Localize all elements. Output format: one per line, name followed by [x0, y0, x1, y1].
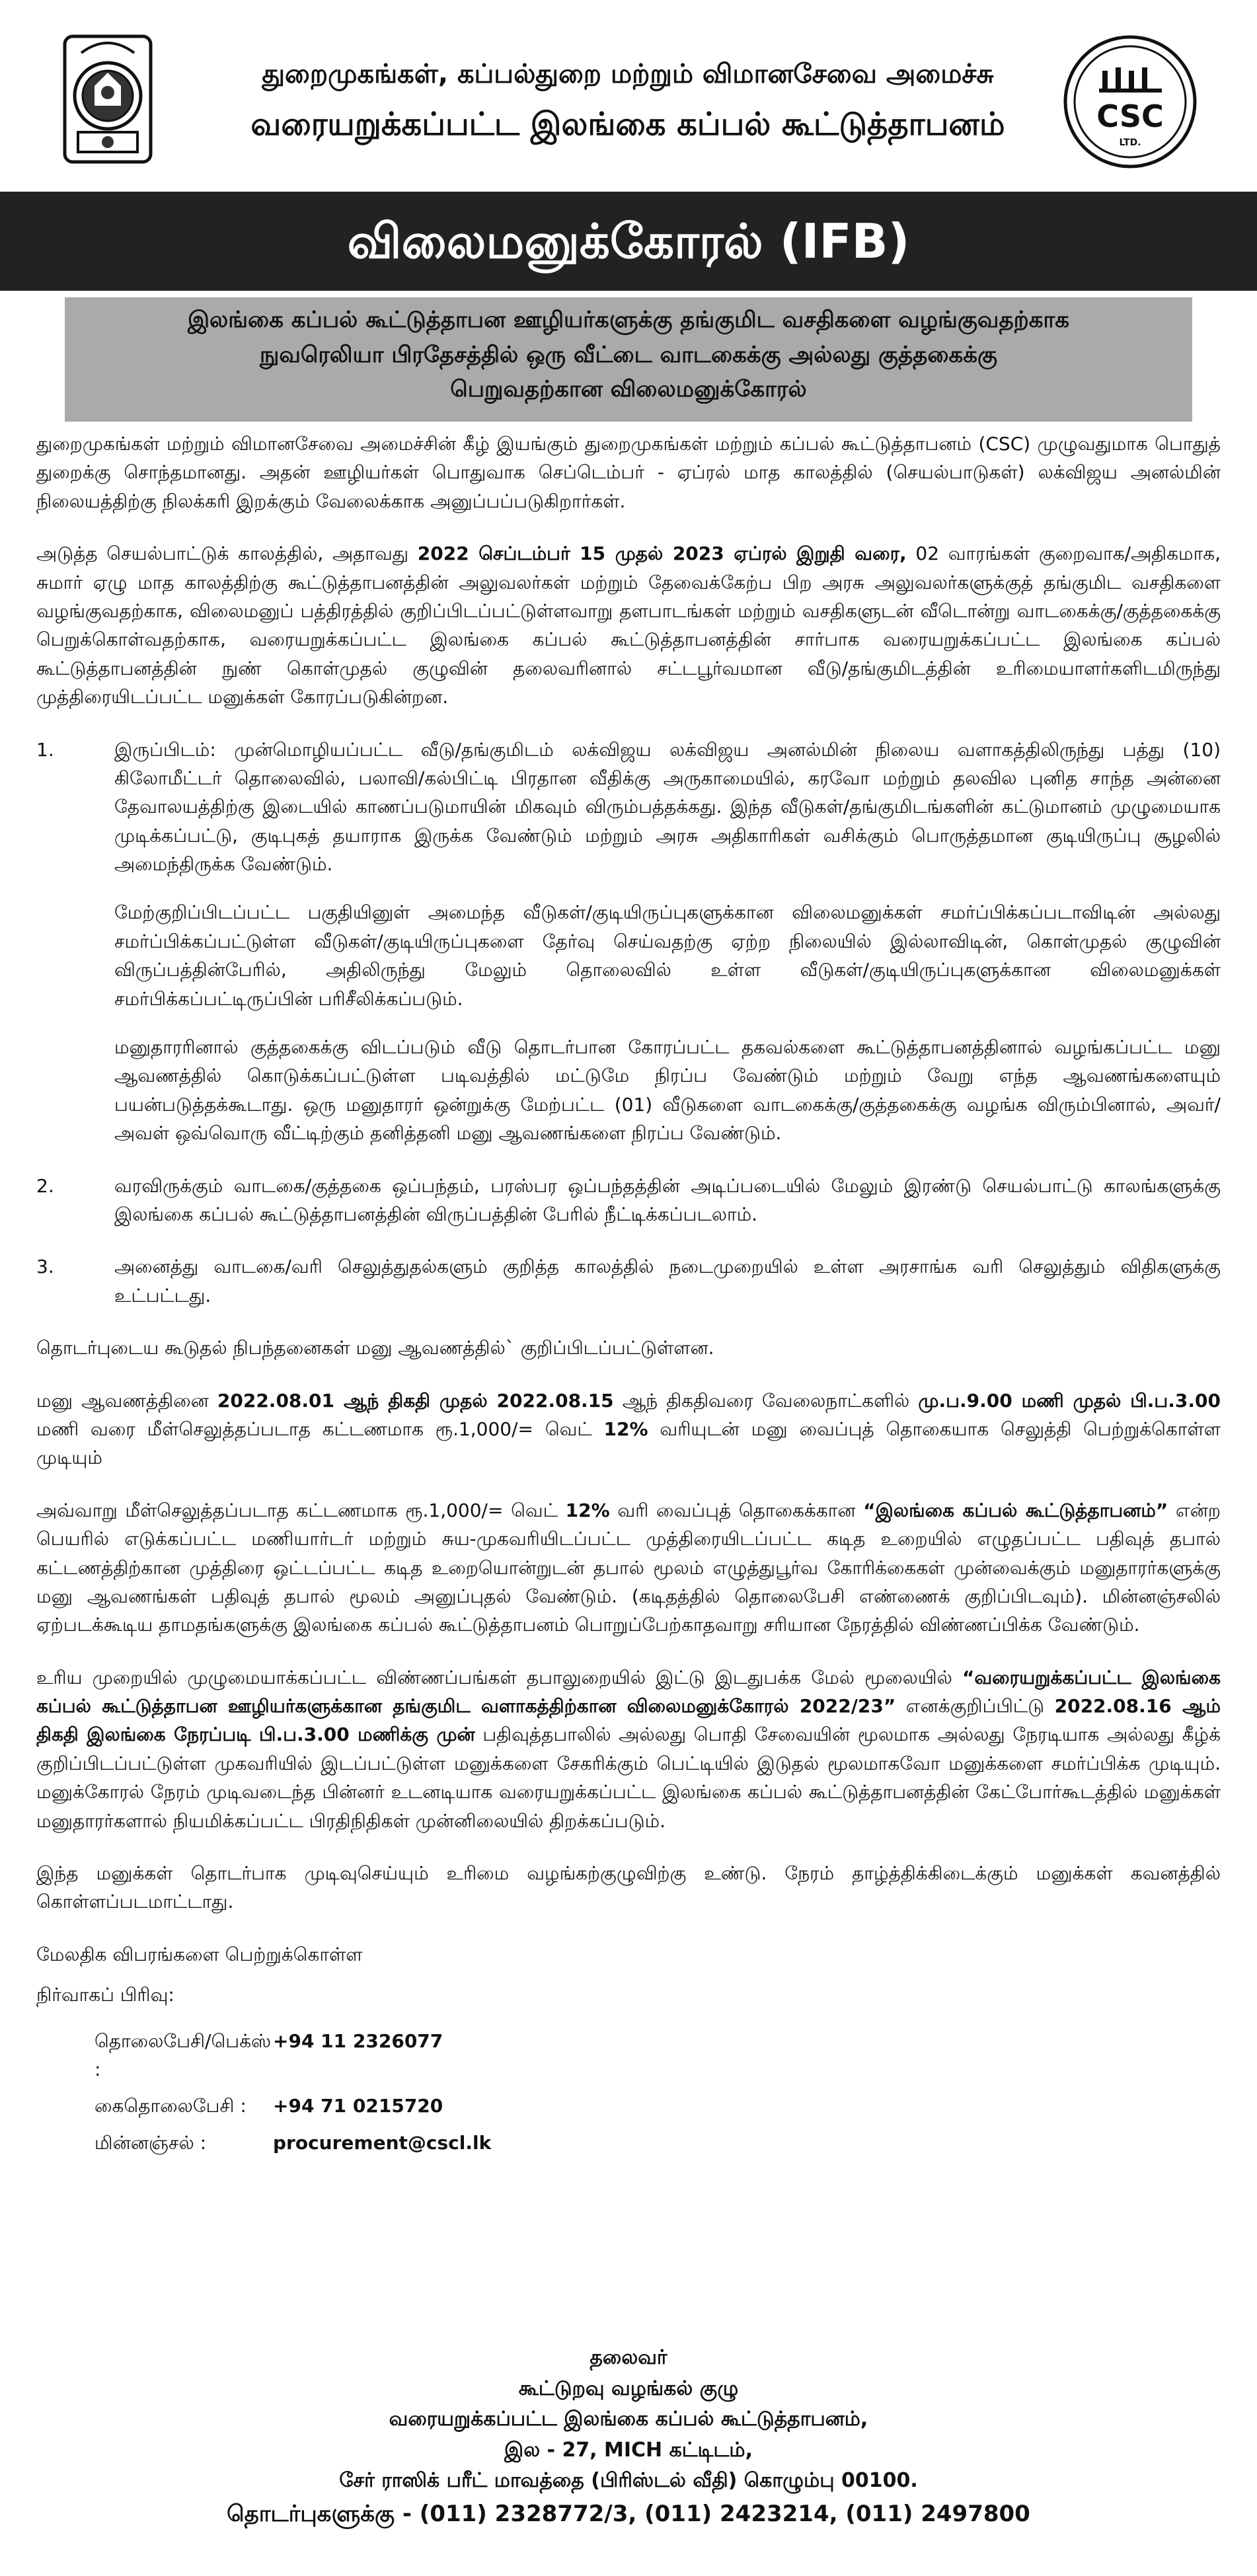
condition-item-1 [36, 736, 1221, 1148]
side-reference-mark [1231, 2372, 1244, 2452]
footer-chairman: தலைவர் [590, 2346, 667, 2369]
rights-paragraph: இந்த மனுக்கள் தொடர்பாக முடிவுசெய்யும் உரிமை வழங்கற்குழுவிற்கு உண்டு. நேரம் தாழ்த்திக்கிடைக்கும் மனுக்கள் கவனத்தில் கொள்ளப்படமாட்டாது. [36, 1862, 1221, 1913]
condition-item-3 [36, 1252, 1221, 1310]
intro-paragraph: துறைமுகங்கள் மற்றும் விமானசேவை அமைச்சின் கீழ் இயங்கும் துறைமுகங்கள் மற்றும் கப்பல் கூட்டுத்தாபனம் (CSC) முழுவதுமாக பொதுத் துறைக்கு சொந்தமானது. அதன் ஊழியர்கள் பொதுவாக செப்டெம்பர் - ஏப்ரல் மாத காலத்தில் (செயல்பாடுகள்) லக்விஜய அனல்மின் நிலையத்திற்கு நிலக்கரி இறக்கும் வேலைக்காக அனுப்பப்படுகிறார்கள். [36, 433, 1221, 512]
subtitle-line-3: பெறுவதற்கான விலைமனுக்கோரல் [450, 376, 807, 403]
contact-email[interactable]: மின்னஞ்சல் : procurement@cscl.lk [95, 2129, 1221, 2157]
email-link[interactable]: procurement@cscl.lk [273, 2131, 492, 2154]
contact-list [95, 2027, 1221, 2158]
ministry-name: துறைமுகங்கள், கப்பல்துறை மற்றும் விமானசேவை அமைச்சு [262, 59, 994, 89]
footer-address [0, 2343, 1257, 2576]
footer-corporation: வரையறுக்கப்பட்ட இலங்கை கப்பல் கூட்டுத்தாபனம், [389, 2407, 868, 2431]
item-1-alternative: மேற்குறிப்பிடப்பட்ட பகுதியினுள் அமைந்த வீடுகள்/குடியிருப்புகளுக்கான விலைமனுக்கள் சமர்ப்பிக்கப்படாவிடின் அல்லது சமர்ப்பிக்கப்பட்டுள்ள வீடுகள்/குடியிருப்புகளை தேர்வு செய்வதற்கு ஏற்ற நிலையில் இல்லாவிடின், கொள்முதல் குழுவின் விருப்பத்தின்பேரில், அதிலிருந்து மேலும் தொலைவில் உள்ள வீடுகள்/குடியிருப்புகளுக்கான விலைமனுக்கள் சமர்பிக்கப்பட்டிருப்பின் பரிசீலிக்கப்படும். [114, 901, 1221, 1010]
conditions-note: தொடர்புடைய கூடுதல் நிபந்தனைகள் மனு ஆவணத்தில்` குறிப்பிடப்பட்டுள்ளன. [36, 1337, 714, 1359]
postal-request-paragraph: அவ்வாறு மீள்செலுத்தப்படாத கட்டணமாக ரூ.1,000/= வெட் 12% வரி வைப்புத் தொகைக்கான “இலங்கை கப்பல் கூட்டுத்தாபனம்” என்ற பெயரில் எடுக்கப்பட்ட மணியார்டர் மற்றும் சுய-முகவரியிடப்பட்ட முத்திரையிடப்பட்ட கடித உறையில் எழுதப்பட்ட பதிவுத் தபால் கட்டணத்திற்கான முத்திரை ஒட்டப்பட்ட கடித உறையொன்றுடன் தபால் மூலம் எழுத்துபூர்வ கோரிக்கைகள் முன்வைக்கும் மனுதாரர்களுக்கு மனு ஆவணங்கள் பதிவுத் தபால் மூலம் அனுப்புதல் வேண்டும். (கடிதத்தில் தொலைபேசி எண்ணைக் குறிப்பிடவும்). மின்னஞ்சலில் ஏற்படக்கூடிய தாமதங்களுக்கு இலங்கை கப்பல் கூட்டுத்தாபனம் பொறுப்பேற்காதவாறு சரியான நேரத்தில் விண்ணப்பிக்க வேண்டும். [36, 1499, 1221, 1636]
logo-ltd: LTD. [1119, 137, 1141, 148]
subtitle-line-2: நுவரெலியா பிரதேசத்தில் ஒரு வீட்டை வாடகைக்கு அல்லது குத்தகைக்கு [259, 341, 998, 368]
footer-building: இல - 27, MICH கட்டிடம், [504, 2438, 753, 2462]
item-number: 1. [36, 738, 54, 761]
footer-committee: கூட்டுறவு வழங்கல் குழு [518, 2376, 739, 2400]
item-3-text: அனைத்து வாடகை/வரி செலுத்துதல்களும் குறித்த காலத்தில் நடைமுறையில் உள்ள அரசாங்க வரி செலுத்தும் விதிகளுக்கு உட்பட்டது. [114, 1256, 1221, 1307]
footer-phones: தொடர்புகளுக்கு - (011) 2328772/3, (011) 2423214, (011) 2497800 [227, 2500, 1030, 2527]
submission-paragraph: உரிய முறையில் முழுமையாக்கப்பட்ட விண்ணப்பங்கள் தபாலுறையில் இட்டு இடதுபக்க மேல் மூலையில் “வரையறுக்கப்பட்ட இலங்கை கப்பல் கூட்டுத்தாபன ஊழியர்களுக்கான தங்குமிட வளாகத்திற்கான விலைமனுக்கோரல் 2022/23” எனக்குறிப்பிட்டு 2022.08.16 ஆம் திகதி இலங்கை நேரப்படி பி.ப.3.00 மணிக்கு முன் பதிவுத்தபாலில் அல்லது பொதி சேவையின் மூலமாக அல்லது நேரடியாக அல்லது கீழ்க் குறிப்பிடப்பட்டுள்ள முகவரியில் இடப்பட்டுள்ள மனுக்களை சேகரிக்கும் பெட்டியில் இடுதல் மூலமாகவோ மனுக்களை சமர்ப்பிக்க முடியும். மனுக்கோரல் நேரம் முடிவடைந்த பின்னர் உடனடியாக வரையறுக்கப்பட்ட இலங்கை கப்பல் கூட்டுத்தாபனத்தின் கேட்போர்கூடத்தில் மனுக்கள் மனுதாரர்களால் நியமிக்கப்பட்ட பிரதிநிதிகள் முன்னிலையில் திறக்கப்படும். [36, 1666, 1221, 1832]
sri-lanka-emblem-icon [58, 33, 157, 165]
item-number: 2. [36, 1174, 54, 1197]
condition-item-2 [36, 1172, 1221, 1229]
admin-division-label: நிர்வாகப் பிரிவு: [36, 1984, 174, 2006]
ifb-banner: விலைமனுக்கோரல் (IFB) [0, 192, 1257, 291]
corporation-name: வரையறுக்கப்பட்ட இலங்கை கப்பல் கூட்டுத்தாபனம் [250, 106, 1005, 143]
item-number: 3. [36, 1256, 54, 1278]
subtitle-bar [65, 297, 1192, 422]
document-purchase-paragraph: மனு ஆவணத்தினை 2022.08.01 ஆந் திகதி முதல் 2022.08.15 ஆந் திகதிவரை வேலைநாட்களில் மு.ப.9.00 மணி முதல் பி.ப.3.00 மணி வரை மீள்செலுத்தப்படாத கட்டணமாக ரூ.1,000/= வெட் 12% வரியுடன் மனு வைப்புத் தொகையாக செலுத்தி பெற்றுக்கொள்ள முடியும் [36, 1389, 1221, 1469]
csc-logo-icon [1063, 34, 1198, 170]
period-paragraph: அடுத்த செயல்பாட்டுக் காலத்தில், அதாவது 2022 செப்டம்பர் 15 முதல் 2023 ஏப்ரல் இறுதி வரை, 02 வாரங்கள் குறைவாக/அதிகமாக, சுமார் ஏழு மாத காலத்திற்கு கூட்டுத்தாபனத்தின் அலுவலர்கள் மற்றும் தேவைக்கேற்ப பிற அரசு அலுவலர்களுக்குத் தங்குமிட வசதிகளை வழங்குவதற்காக, விலைமனுப் பத்திரத்தில் குறிப்பிடப்பட்டுள்ளவாறு தளபாடங்கள் மற்றும் வசதிகளுடன் வீடொன்று வாடகைக்கு/குத்தகைக்கு பெறுக்கொள்வதற்காக, வரையறுக்கப்பட்ட இலங்கை கப்பல் கூட்டுத்தாபனத்தின் சார்பாக வரையறுக்கப்பட்ட இலங்கை கப்பல் கூட்டுத்தாபனத்தின் நுண் கொள்முதல் குழுவின் தலைவரினால் சட்டபூர்வமான வீடு/தங்குமிடத்தின் உரிமையாளர்களிடமிருந்து முத்திரையிடப்பட்ட மனுக்கள் கோரப்படுகின்றன. [36, 543, 1221, 708]
item-1-location: இருப்பிடம்: முன்மொழியப்பட்ட வீடு/தங்குமிடம் லக்விஜய லக்விஜய அனல்மின் நிலைய வளாகத்திலிருந்து பத்து (10) கிலோமீட்டர் தொலைவில், பலாவி/கல்பிட்டி பிரதான வீதிக்கு அருகாமையில், கரவோ மற்றும் தலவில புனித சாந்த அன்னை தேவாலயத்திற்கு இடையில் காணப்படுமாயின் மிகவும் விரும்பத்தக்கது. இந்த வீடுகள்/தங்குமிடங்களின் கட்டுமானம் முழுமையாக முடிக்கப்பட்டு, குடிபுகத் தயாராக இருக்க வேண்டும் மற்றும் அரசு அதிகாரிகள் வசிக்கும் பொருத்தமான குடியிருப்பு சூழலில் அமைந்திருக்க வேண்டும். [114, 738, 1221, 876]
notice-body [36, 430, 1221, 2165]
subtitle-line-1: இலங்கை கப்பல் கூட்டுத்தாபன ஊழியர்களுக்கு தங்குமிட வசதிகளை வழங்குவதற்காக [187, 307, 1070, 333]
footer-street: சேர் ராஸிக் பரீட் மாவத்தை (பிரிஸ்டல் வீதி) கொழும்பு 00100. [339, 2469, 918, 2492]
header [0, 0, 1257, 192]
item-2-text: வரவிருக்கும் வாடகை/குத்தகை ஒப்பந்தம், பரஸ்பர ஒப்பந்தத்தின் அடிப்படையில் மேலும் இரண்டு செயல்பாட்டு காலங்களுக்கு இலங்கை கப்பல் கூட்டுத்தாபனத்தின் விருப்பத்தின் பேரில் நீட்டிக்கப்படலாம். [114, 1174, 1221, 1225]
contact-phone-fax: தொலைபேசி/பெக்ஸ் : +94 11 2326077 [95, 2029, 443, 2080]
item-1-form: மனுதாரரினால் குத்தகைக்கு விடப்படும் வீடு தொடர்பான கோரப்பட்ட தகவல்களை கூட்டுத்தாபனத்தினால் வழங்கப்பட்ட மனு ஆவணத்தில் கொடுக்கப்பட்டுள்ள படிவத்தில் மட்டுமே நிரப்ப வேண்டும் மற்றும் வேறு எந்த ஆவணங்களையும் பயன்படுத்தக்கூடாது. ஒரு மனுதாரர் ஒன்றுக்கு மேற்பட்ட (01) வீடுகளை வாடகைக்கு/குத்தகைக்கு வழங்க விரும்பினால், அவர்/அவள் ஒவ்வொரு வீட்டிற்கும் தனித்தனி மனு ஆவணங்களை நிரப்ப வேண்டும். [114, 1036, 1221, 1145]
contact-mobile: கைதொலைபேசி : +94 71 0215720 [95, 2095, 443, 2117]
logo-text: CSC [1096, 98, 1164, 134]
more-info-label: மேலதிக விபரங்களை பெற்றுக்கொள்ள [36, 1943, 363, 1965]
